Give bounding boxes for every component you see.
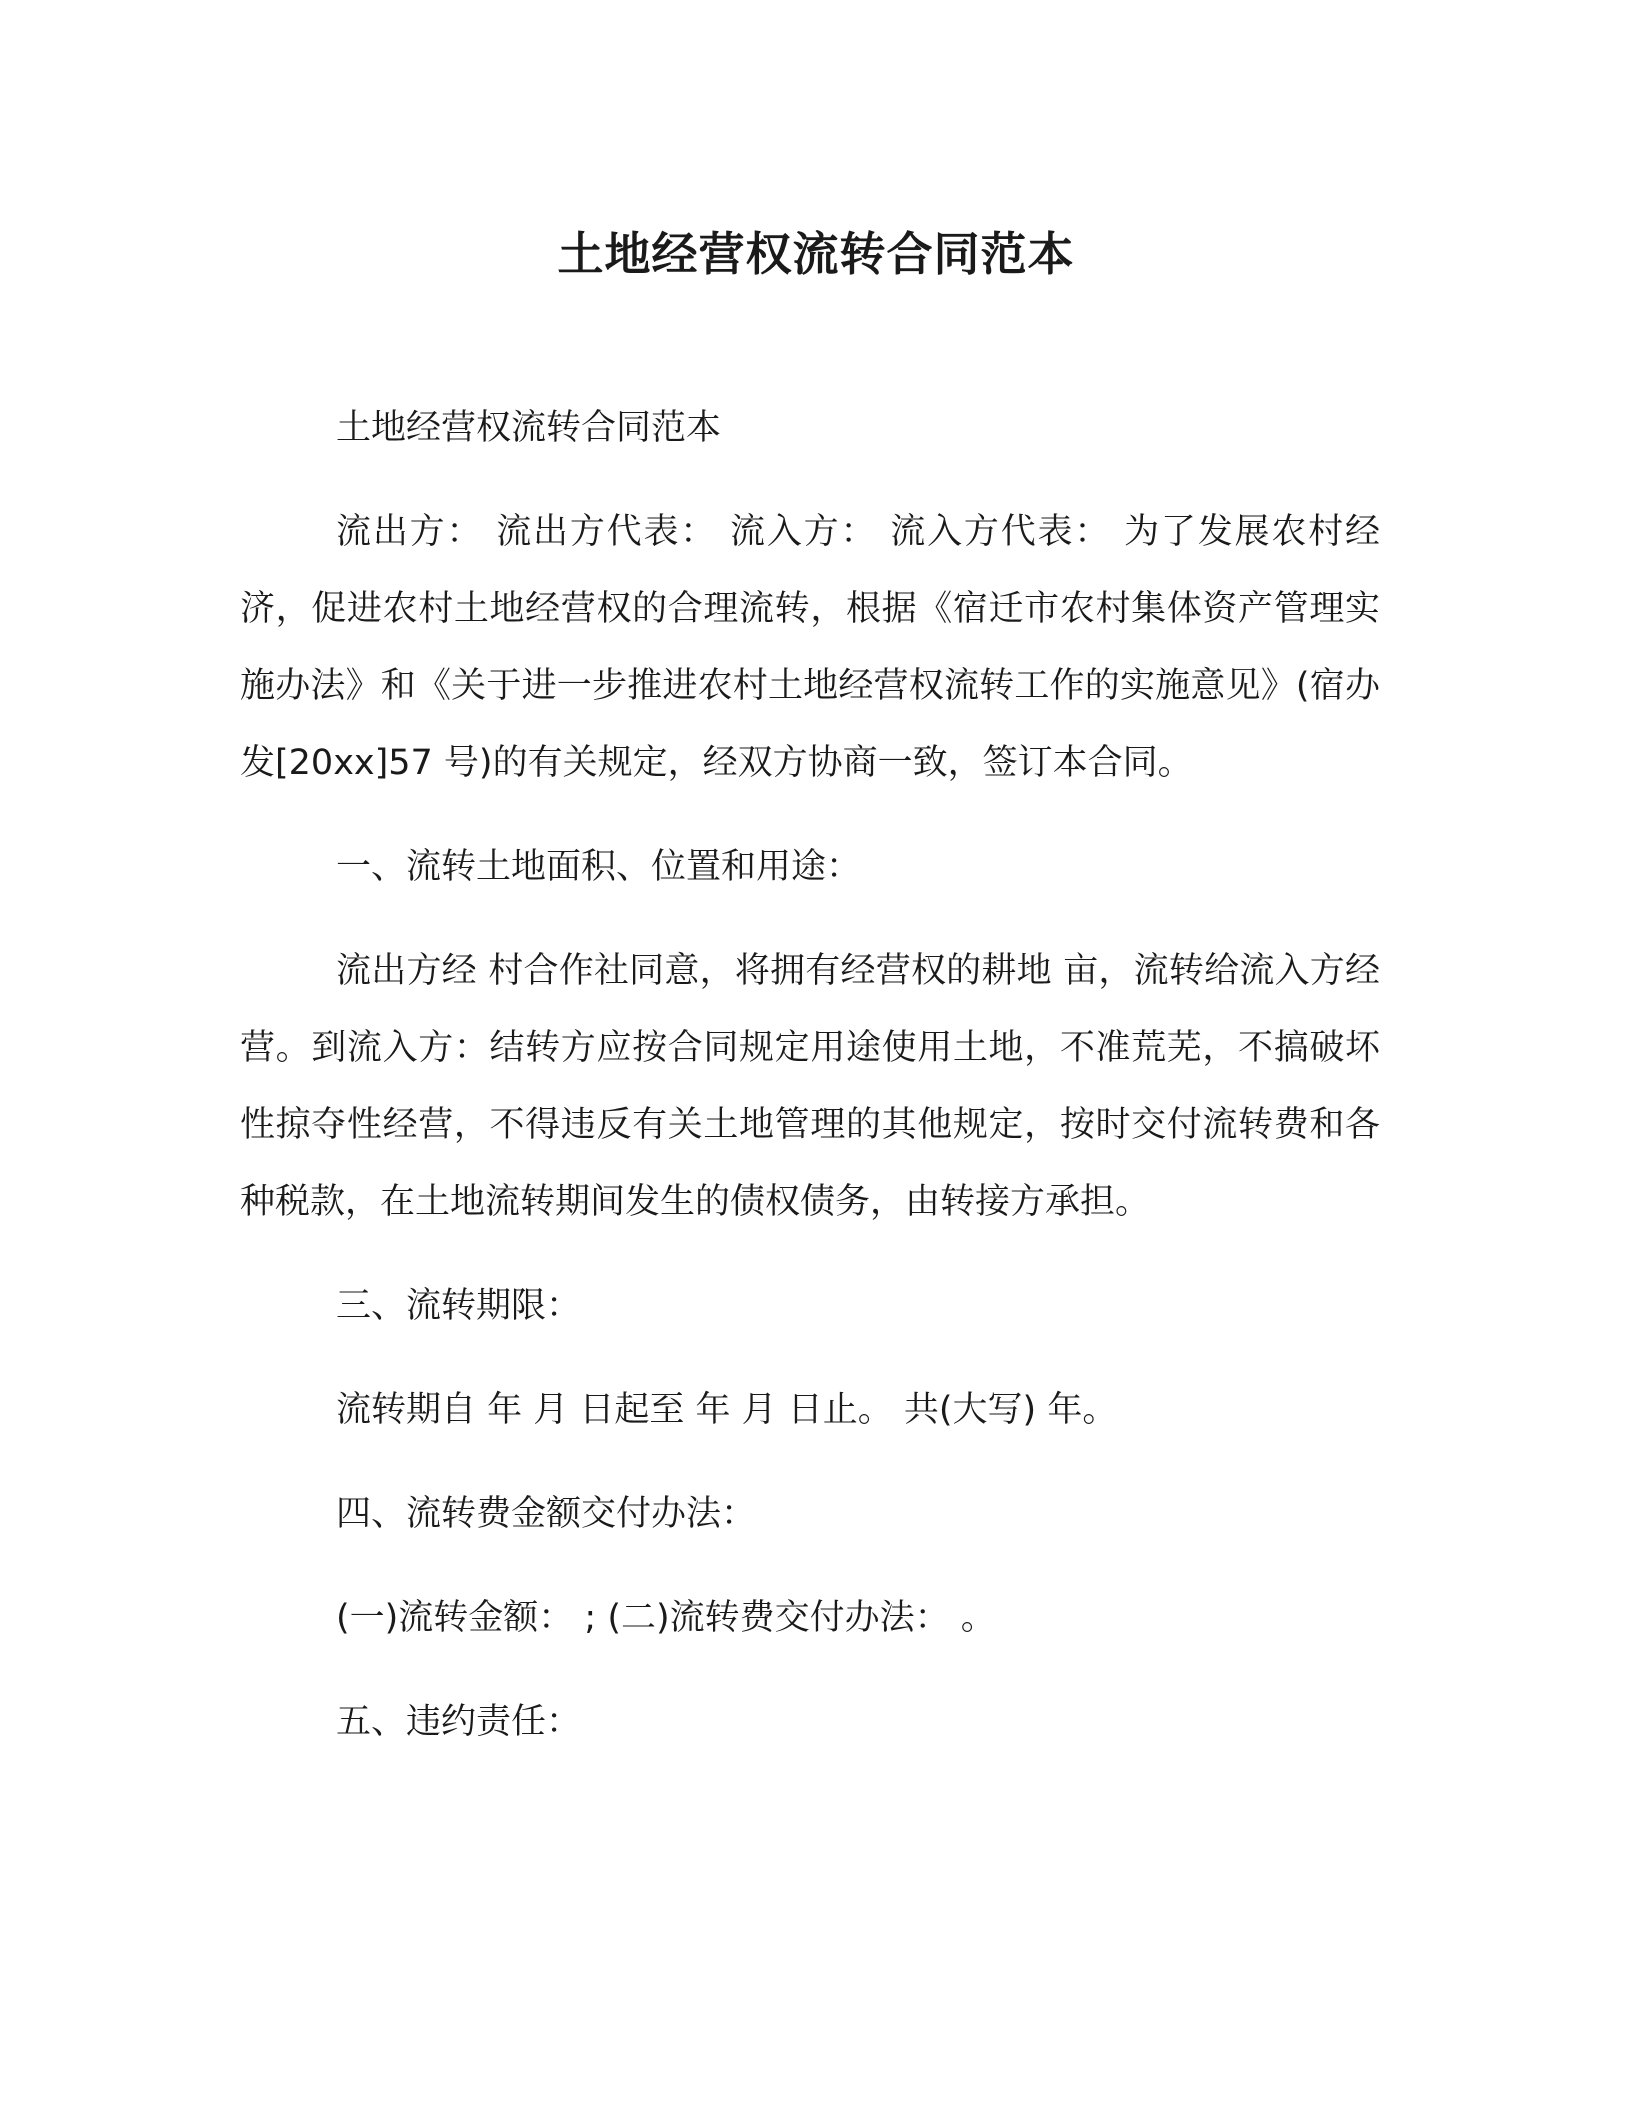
paragraph-preamble: 流出方： 流出方代表： 流入方： 流入方代表： 为了发展农村经济，促进农村土地经营权的合理流转，根据《宿迁市农村集体资产管理实施办法》和《关于进一步推进农村土地经营权流转工作的实施意见》(宿办发[20xx]57 号)的有关规定，经双方协商一致，签订本合同。 — [240, 512, 1380, 783]
document-body — [240, 390, 1380, 1788]
paragraph-term: 流转期自 年 月 日起至 年 月 日止。 共(大写) 年。 — [336, 1390, 1118, 1430]
section-heading-fee: 四、流转费金额交付办法： — [336, 1494, 757, 1534]
document-title: 土地经营权流转合同范本 — [557, 227, 1075, 281]
section-heading-term: 三、流转期限： — [336, 1286, 582, 1326]
paragraph-subtitle: 土地经营权流转合同范本 — [336, 408, 722, 448]
paragraph-land: 流出方经 村合作社同意，将拥有经营权的耕地 亩，流转给流入方经营。到流入方：结转方应按合同规定用途使用土地，不准荒芜，不搞破坏性掠夺性经营，不得违反有关土地管理的其他规定，按时交付流转费和各种税款，在土地流转期间发生的债权债务，由转接方承担。 — [240, 951, 1380, 1222]
paragraph-fee: (一)流转金额： ; (二)流转费交付办法： 。 — [336, 1598, 996, 1638]
section-heading-liability: 五、违约责任： — [336, 1702, 582, 1742]
section-heading-land: 一、流转土地面积、位置和用途： — [336, 847, 862, 887]
